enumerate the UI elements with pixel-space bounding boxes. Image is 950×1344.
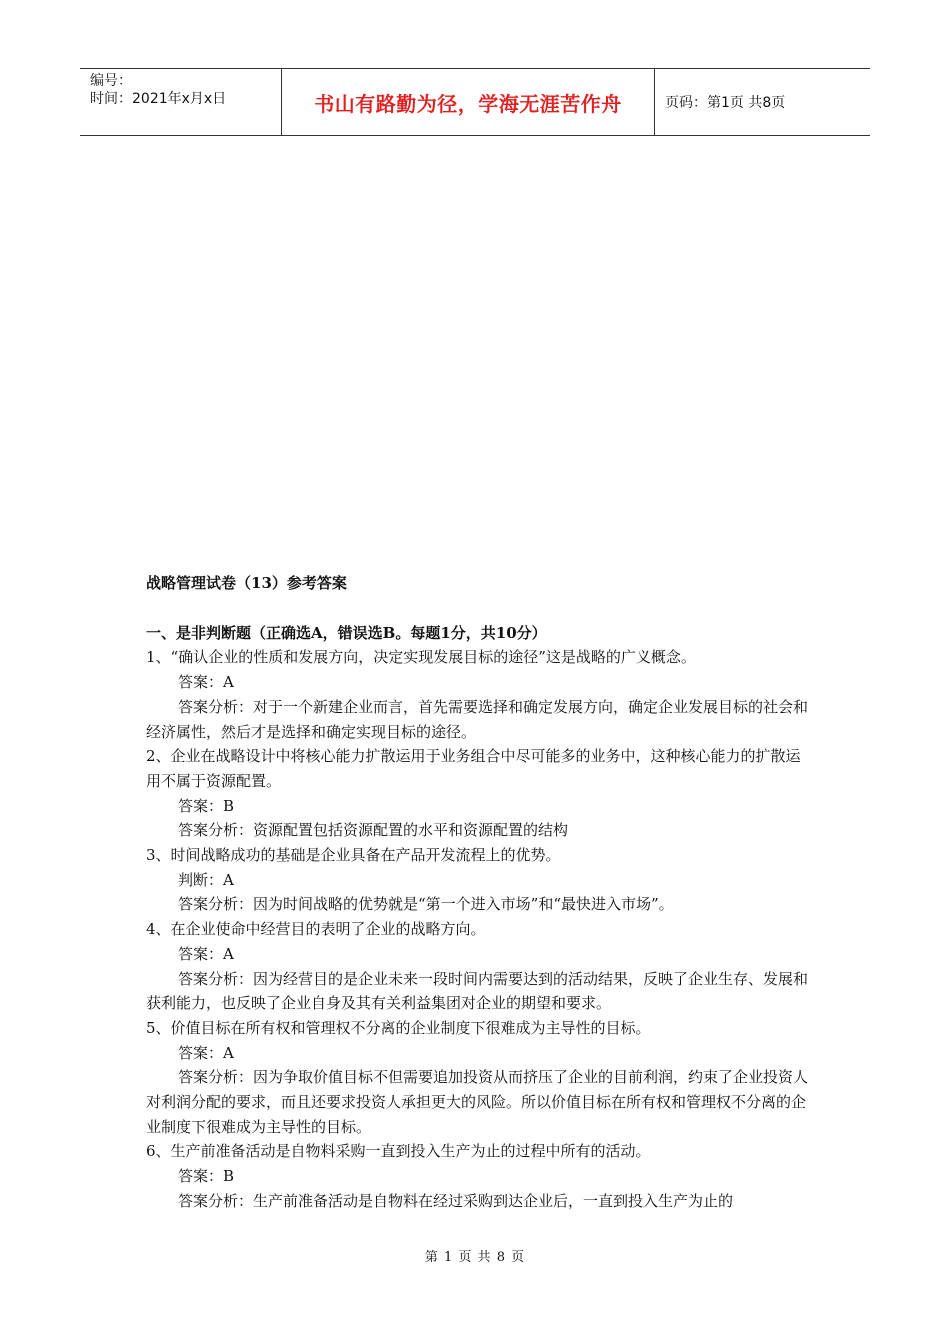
section-heading: 一、是非判断题（正确选A，错误选B。每题1分，共10分） bbox=[146, 623, 547, 642]
analysis-4: 答案分析：因为经营目的是企业未来一段时间内需要达到的活动结果，反映了企业生存、发展和获利能力，也反映了企业自身及其有关利益集团对企业的期望和要求。 bbox=[146, 969, 809, 1013]
analysis-1: 答案分析：对于一个新建企业而言，首先需要选择和确定发展方向，确定企业发展目标的社会和经济属性，然后才是选择和确定实现目标的途径。 bbox=[146, 697, 809, 741]
question-3: 3、时间战略成功的基础是企业具备在产品开发流程上的优势。 bbox=[146, 846, 561, 865]
page-code-text: 页码：第1页 共8页 bbox=[665, 95, 786, 111]
analysis-5: 答案分析：因为争取价值目标不但需要追加投资从而挤压了企业的目前利润，约束了企业投资人对利润分配的要求，而且还要求投资人承担更大的风险。所以价值目标在所有权和管理权不分离的企业制度下很难成为主导性的目标。 bbox=[146, 1068, 809, 1136]
answer-1: 答案：A bbox=[178, 673, 234, 692]
question-1: 1、“确认企业的性质和发展方向，决定实现发展目标的途径”这是战略的广义概念。 bbox=[146, 648, 696, 667]
answer-6: 答案：B bbox=[178, 1167, 235, 1186]
header-meta bbox=[80, 69, 282, 135]
question-4: 4、在企业使命中经营目的表明了企业的战略方向。 bbox=[146, 920, 486, 939]
page-footer: 第 1 页 共 8 页 bbox=[424, 1250, 526, 1265]
number-label: 编号： bbox=[90, 73, 132, 89]
time-label: 时间：2021年x月x日 bbox=[90, 91, 227, 107]
answer-5: 答案：A bbox=[178, 1043, 234, 1062]
analysis-6: 答案分析：生产前准备活动是自物料在经过采购到达企业后，一直到投入生产为止的 bbox=[178, 1191, 734, 1210]
answer-3: 判断：A bbox=[178, 870, 234, 889]
motto-text: 书山有路勤为径，学海无涯苦作舟 bbox=[314, 91, 622, 116]
header-page-code bbox=[655, 69, 870, 135]
answer-2: 答案：B bbox=[178, 796, 235, 815]
document-body bbox=[146, 571, 808, 1214]
answer-4: 答案：A bbox=[178, 944, 234, 963]
question-6: 6、生产前准备活动是自物料采购一直到投入生产为止的过程中所有的活动。 bbox=[146, 1142, 651, 1161]
analysis-2: 答案分析：资源配置包括资源配置的水平和资源配置的结构 bbox=[178, 821, 569, 840]
question-5: 5、价值目标在所有权和管理权不分离的企业制度下很难成为主导性的目标。 bbox=[146, 1018, 651, 1037]
page-header bbox=[80, 68, 870, 136]
header-motto-cell bbox=[282, 69, 655, 135]
question-2: 2、企业在战略设计中将核心能力扩散运用于业务组合中尽可能多的业务中，这种核心能力的扩散运用不属于资源配置。 bbox=[146, 747, 801, 790]
analysis-3: 答案分析：因为时间战略的优势就是“第一个进入市场”和“最快进入市场”。 bbox=[178, 895, 674, 914]
document-title: 战略管理试卷（13）参考答案 bbox=[146, 574, 347, 592]
